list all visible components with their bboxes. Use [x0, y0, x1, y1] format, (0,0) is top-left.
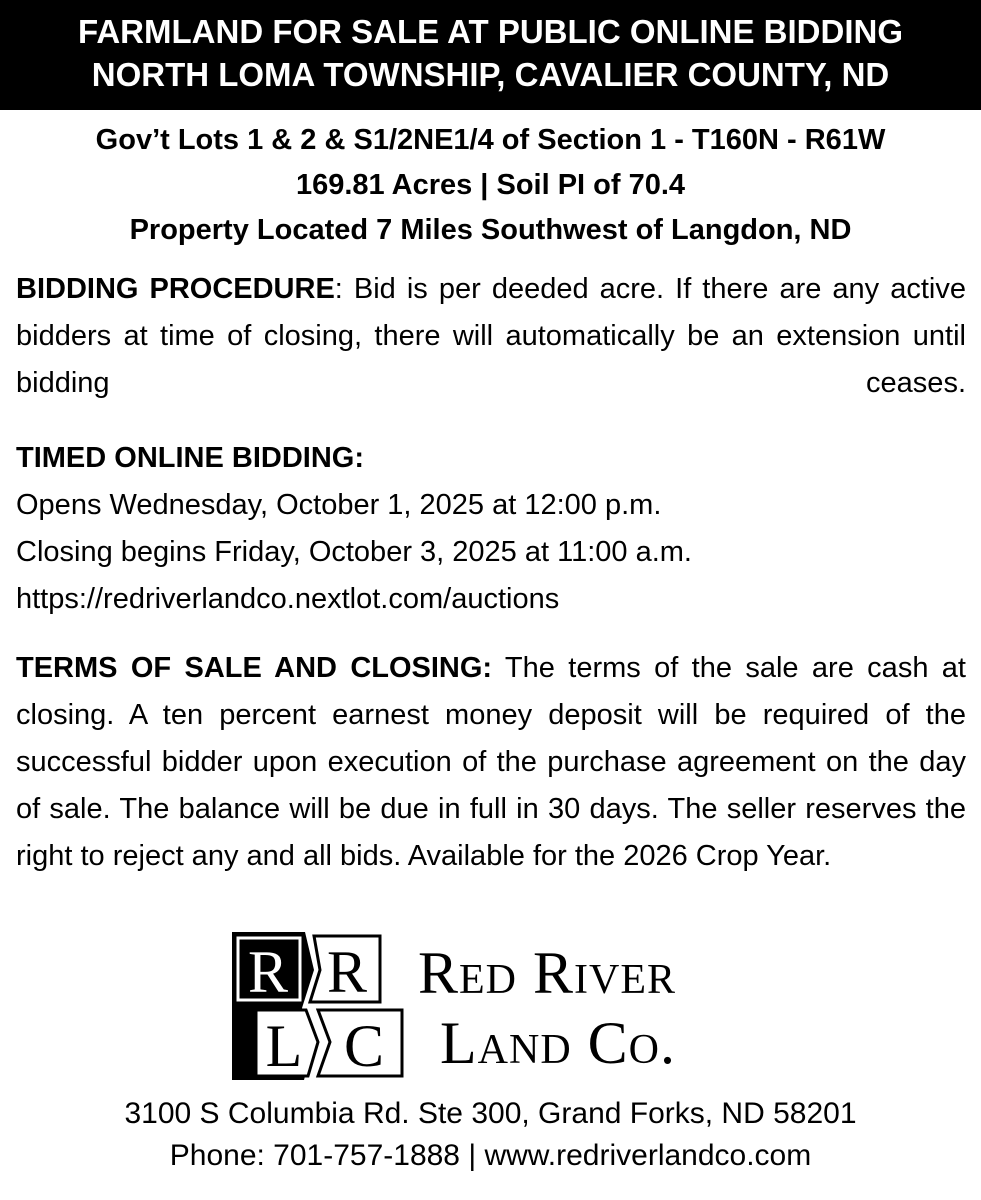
company-name-line2: Land Co.: [440, 1010, 676, 1076]
auction-url-link[interactable]: https://redriverlandco.nextlot.com/auctions: [16, 583, 560, 615]
bidding-procedure: [16, 266, 966, 407]
logo-letter-r2: R: [326, 939, 368, 1005]
property-location: Property Located 7 Miles Southwest of Langdon, ND: [129, 214, 852, 246]
terms-of-sale: [16, 645, 966, 880]
bidding-procedure-label: BIDDING PROCEDURE: [16, 273, 335, 305]
logo-letter-l: L: [265, 1013, 303, 1079]
timed-online-bidding: [16, 435, 966, 623]
ad-header: [0, 0, 981, 110]
bidding-procedure-text: : Bid is per deeded acre. If there are any active bidders at time of closing, there will automatically be an extension until bidding ceases.: [16, 273, 966, 399]
property-summary: [0, 118, 981, 253]
logo-letter-c: C: [343, 1013, 385, 1079]
header-title: FARMLAND FOR SALE AT PUBLIC ONLINE BIDDING: [78, 13, 903, 50]
company-name: [418, 938, 676, 1078]
company-name-line1: Red River: [418, 940, 677, 1006]
company-logo: [230, 930, 770, 1082]
bidding-closing: Closing begins Friday, October 3, 2025 at 11:00 a.m.: [16, 536, 692, 568]
bidding-opens: Opens Wednesday, October 1, 2025 at 12:00 p.m.: [16, 489, 662, 521]
logo-mark: [230, 930, 410, 1082]
terms-label: TERMS OF SALE AND CLOSING:: [16, 652, 493, 684]
header-location: NORTH LOMA TOWNSHIP, CAVALIER COUNTY, ND: [91, 56, 890, 93]
terms-text: The terms of the sale are cash at closing. A ten percent earnest money deposit will be required of the successful bidder upon execution of the purchase agreement on the day of sale. The balance will be due in full in 30 days. The seller reserves the right to reject any and all bids. Available for the 2026 Crop Year.: [16, 652, 966, 872]
logo-letter-r1: R: [247, 939, 289, 1005]
company-address: 3100 S Columbia Rd. Ste 300, Grand Forks, ND 58201: [124, 1097, 857, 1130]
timed-bidding-label: TIMED ONLINE BIDDING:: [16, 442, 364, 474]
acreage: 169.81 Acres | Soil PI of 70.4: [295, 169, 686, 201]
contact-footer: [0, 1093, 981, 1177]
legal-description: Gov’t Lots 1 & 2 & S1/2NE1/4 of Section 1 - T160N - R61W: [95, 124, 886, 156]
company-contact: Phone: 701-757-1888 | www.redriverlandco.com: [169, 1139, 812, 1172]
